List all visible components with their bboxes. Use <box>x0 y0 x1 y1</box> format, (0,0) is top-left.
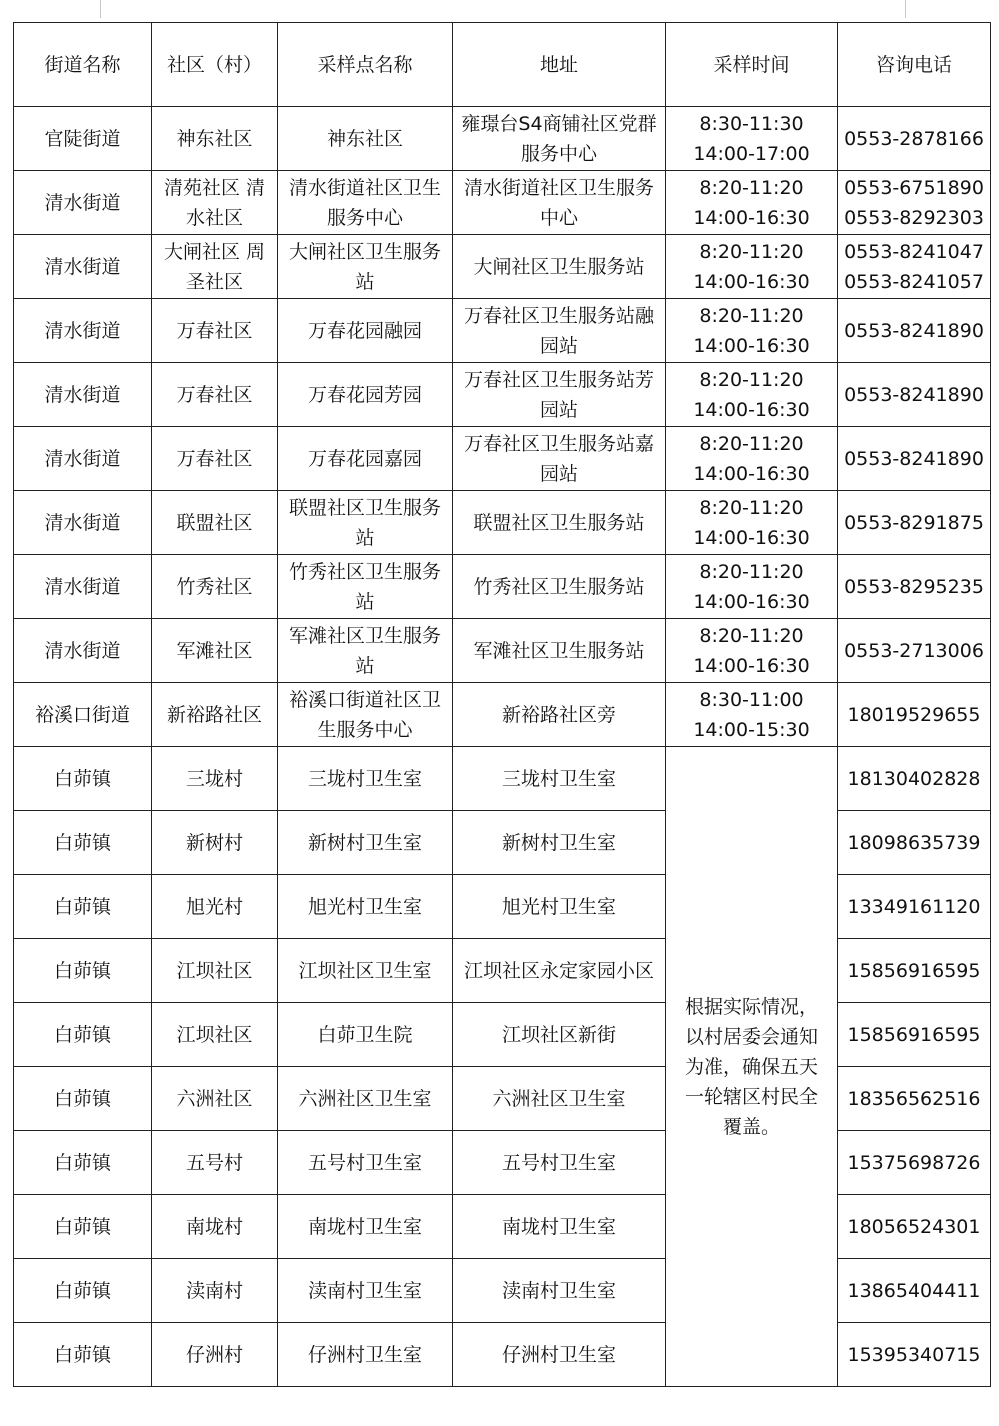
community-cell: 联盟社区 <box>152 491 278 555</box>
phone-cell <box>838 427 991 491</box>
address-cell: 三垅村卫生室 <box>453 747 666 811</box>
street-cell: 白茆镇 <box>14 747 152 811</box>
phone-cell <box>838 171 991 235</box>
site-cell: 联盟社区卫生服务站 <box>278 491 453 555</box>
community-cell: 万春社区 <box>152 427 278 491</box>
address-cell: 江坝社区永定家园小区 <box>453 939 666 1003</box>
street-cell: 清水街道 <box>14 555 152 619</box>
time-line: 8:20-11:20 <box>699 624 804 647</box>
community-cell: 新裕路社区 <box>152 683 278 747</box>
site-cell: 南垅村卫生室 <box>278 1195 453 1259</box>
community-cell: 万春社区 <box>152 363 278 427</box>
time-line: 14:00-16:30 <box>693 462 810 485</box>
table-row <box>14 491 991 555</box>
table-row <box>14 1195 991 1259</box>
community-cell: 竹秀社区 <box>152 555 278 619</box>
community-cell: 三垅村 <box>152 747 278 811</box>
table-row <box>14 235 991 299</box>
crop-mark <box>100 0 101 18</box>
table-row <box>14 875 991 939</box>
phone-line: 0553-8295235 <box>844 575 984 598</box>
time-line: 14:00-15:30 <box>693 718 810 741</box>
village-time-note: 根据实际情况，以村居委会通知为准，确保五天一轮辖区村民全覆盖。 <box>666 747 838 1387</box>
time-line: 8:30-11:30 <box>699 112 804 135</box>
site-cell: 万春花园嘉园 <box>278 427 453 491</box>
site-cell: 仔洲村卫生室 <box>278 1323 453 1387</box>
time-line: 8:20-11:20 <box>699 496 804 519</box>
street-cell: 清水街道 <box>14 235 152 299</box>
time-line: 14:00-16:30 <box>693 270 810 293</box>
street-cell: 清水街道 <box>14 363 152 427</box>
street-cell: 白茆镇 <box>14 1195 152 1259</box>
community-cell: 南垅村 <box>152 1195 278 1259</box>
time-cell <box>666 171 838 235</box>
phone-cell <box>838 491 991 555</box>
time-line: 14:00-16:30 <box>693 654 810 677</box>
phone-line: 18019529655 <box>847 703 981 726</box>
phone-cell: 13349161120 <box>838 875 991 939</box>
community-cell: 清苑社区 清水社区 <box>152 171 278 235</box>
site-cell: 裕溪口街道社区卫生服务中心 <box>278 683 453 747</box>
street-cell: 白茆镇 <box>14 1003 152 1067</box>
time-line: 8:30-11:00 <box>699 688 804 711</box>
community-cell: 军滩社区 <box>152 619 278 683</box>
address-cell: 联盟社区卫生服务站 <box>453 491 666 555</box>
header-time: 采样时间 <box>666 23 838 107</box>
time-line: 8:20-11:20 <box>699 240 804 263</box>
site-cell: 万春花园芳园 <box>278 363 453 427</box>
street-cell: 白茆镇 <box>14 939 152 1003</box>
phone-cell <box>838 235 991 299</box>
table-row <box>14 555 991 619</box>
header-site: 采样点名称 <box>278 23 453 107</box>
table-row <box>14 1131 991 1195</box>
street-cell: 清水街道 <box>14 299 152 363</box>
address-cell: 新树村卫生室 <box>453 811 666 875</box>
time-line: 8:20-11:20 <box>699 560 804 583</box>
time-cell <box>666 683 838 747</box>
address-cell: 六洲社区卫生室 <box>453 1067 666 1131</box>
table-row <box>14 939 991 1003</box>
community-cell: 仔洲村 <box>152 1323 278 1387</box>
header-street: 街道名称 <box>14 23 152 107</box>
phone-line: 0553-8241047 <box>844 240 984 263</box>
phone-cell: 18056524301 <box>838 1195 991 1259</box>
street-cell: 清水街道 <box>14 491 152 555</box>
phone-line: 0553-2878166 <box>844 127 984 150</box>
site-cell: 竹秀社区卫生服务站 <box>278 555 453 619</box>
address-cell: 渎南村卫生室 <box>453 1259 666 1323</box>
header-phone: 咨询电话 <box>838 23 991 107</box>
street-cell: 白茆镇 <box>14 1131 152 1195</box>
phone-line: 0553-8241057 <box>844 270 984 293</box>
street-cell: 裕溪口街道 <box>14 683 152 747</box>
table-row <box>14 1067 991 1131</box>
community-cell: 五号村 <box>152 1131 278 1195</box>
phone-line: 0553-8292303 <box>844 206 984 229</box>
table-row <box>14 619 991 683</box>
street-cell: 官陡街道 <box>14 107 152 171</box>
phone-line: 0553-8241890 <box>844 447 984 470</box>
address-cell: 军滩社区卫生服务站 <box>453 619 666 683</box>
site-cell: 大闸社区卫生服务站 <box>278 235 453 299</box>
time-line: 8:20-11:20 <box>699 368 804 391</box>
community-cell: 旭光村 <box>152 875 278 939</box>
phone-cell <box>838 299 991 363</box>
site-cell: 军滩社区卫生服务站 <box>278 619 453 683</box>
time-cell <box>666 299 838 363</box>
time-line: 8:20-11:20 <box>699 176 804 199</box>
address-cell: 五号村卫生室 <box>453 1131 666 1195</box>
community-cell: 万春社区 <box>152 299 278 363</box>
phone-cell: 15856916595 <box>838 939 991 1003</box>
phone-cell: 15856916595 <box>838 1003 991 1067</box>
community-cell: 大闸社区 周圣社区 <box>152 235 278 299</box>
street-cell: 白茆镇 <box>14 811 152 875</box>
table-row <box>14 1259 991 1323</box>
address-cell: 万春社区卫生服务站嘉园站 <box>453 427 666 491</box>
site-cell: 清水街道社区卫生服务中心 <box>278 171 453 235</box>
table-row <box>14 811 991 875</box>
time-cell <box>666 363 838 427</box>
street-cell: 清水街道 <box>14 171 152 235</box>
street-cell: 白茆镇 <box>14 1323 152 1387</box>
phone-cell: 15375698726 <box>838 1131 991 1195</box>
site-cell: 新树村卫生室 <box>278 811 453 875</box>
crop-mark <box>905 0 906 18</box>
phone-cell <box>838 107 991 171</box>
time-cell <box>666 235 838 299</box>
street-cell: 白茆镇 <box>14 1067 152 1131</box>
phone-cell: 18098635739 <box>838 811 991 875</box>
community-cell: 渎南村 <box>152 1259 278 1323</box>
time-cell <box>666 427 838 491</box>
site-cell: 万春花园融园 <box>278 299 453 363</box>
address-cell: 新裕路社区旁 <box>453 683 666 747</box>
time-line: 14:00-16:30 <box>693 590 810 613</box>
address-cell: 雍璟台S4商铺社区党群服务中心 <box>453 107 666 171</box>
phone-cell <box>838 683 991 747</box>
time-line: 14:00-16:30 <box>693 398 810 421</box>
phone-cell <box>838 619 991 683</box>
header-address: 地址 <box>453 23 666 107</box>
phone-line: 0553-8241890 <box>844 319 984 342</box>
time-line: 14:00-16:30 <box>693 206 810 229</box>
table-row <box>14 299 991 363</box>
community-cell: 江坝社区 <box>152 1003 278 1067</box>
table-row <box>14 1003 991 1067</box>
site-cell: 江坝社区卫生室 <box>278 939 453 1003</box>
address-cell: 仔洲村卫生室 <box>453 1323 666 1387</box>
time-line: 14:00-16:30 <box>693 334 810 357</box>
time-line: 8:20-11:20 <box>699 304 804 327</box>
street-cell: 清水街道 <box>14 619 152 683</box>
table-body <box>14 107 991 1387</box>
site-cell: 旭光村卫生室 <box>278 875 453 939</box>
street-cell: 白茆镇 <box>14 1259 152 1323</box>
community-cell: 六洲社区 <box>152 1067 278 1131</box>
site-cell: 六洲社区卫生室 <box>278 1067 453 1131</box>
street-cell: 白茆镇 <box>14 875 152 939</box>
phone-line: 0553-8291875 <box>844 511 984 534</box>
address-cell: 南垅村卫生室 <box>453 1195 666 1259</box>
phone-line: 0553-2713006 <box>844 639 984 662</box>
street-cell: 清水街道 <box>14 427 152 491</box>
table-row <box>14 427 991 491</box>
phone-cell <box>838 363 991 427</box>
table-row <box>14 363 991 427</box>
time-cell <box>666 491 838 555</box>
phone-cell: 18356562516 <box>838 1067 991 1131</box>
phone-cell: 15395340715 <box>838 1323 991 1387</box>
site-cell: 三垅村卫生室 <box>278 747 453 811</box>
address-cell: 江坝社区新街 <box>453 1003 666 1067</box>
community-cell: 神东社区 <box>152 107 278 171</box>
table-row <box>14 747 991 811</box>
address-cell: 竹秀社区卫生服务站 <box>453 555 666 619</box>
address-cell: 万春社区卫生服务站融园站 <box>453 299 666 363</box>
table-header-row <box>14 23 991 107</box>
time-line: 8:20-11:20 <box>699 432 804 455</box>
address-cell: 旭光村卫生室 <box>453 875 666 939</box>
table-row <box>14 1323 991 1387</box>
site-cell: 白茆卫生院 <box>278 1003 453 1067</box>
address-cell: 清水街道社区卫生服务中心 <box>453 171 666 235</box>
time-cell <box>666 107 838 171</box>
phone-cell <box>838 555 991 619</box>
address-cell: 大闸社区卫生服务站 <box>453 235 666 299</box>
address-cell: 万春社区卫生服务站芳园站 <box>453 363 666 427</box>
phone-cell: 13865404411 <box>838 1259 991 1323</box>
time-line: 14:00-16:30 <box>693 526 810 549</box>
community-cell: 江坝社区 <box>152 939 278 1003</box>
phone-line: 0553-6751890 <box>844 176 984 199</box>
time-cell <box>666 555 838 619</box>
header-community: 社区（村） <box>152 23 278 107</box>
table-row <box>14 107 991 171</box>
table-row <box>14 683 991 747</box>
table-row <box>14 171 991 235</box>
phone-line: 0553-8241890 <box>844 383 984 406</box>
time-cell <box>666 619 838 683</box>
time-line: 14:00-17:00 <box>693 142 810 165</box>
site-cell: 渎南村卫生室 <box>278 1259 453 1323</box>
sampling-sites-table <box>13 22 991 1387</box>
site-cell: 神东社区 <box>278 107 453 171</box>
community-cell: 新树村 <box>152 811 278 875</box>
site-cell: 五号村卫生室 <box>278 1131 453 1195</box>
phone-cell: 18130402828 <box>838 747 991 811</box>
